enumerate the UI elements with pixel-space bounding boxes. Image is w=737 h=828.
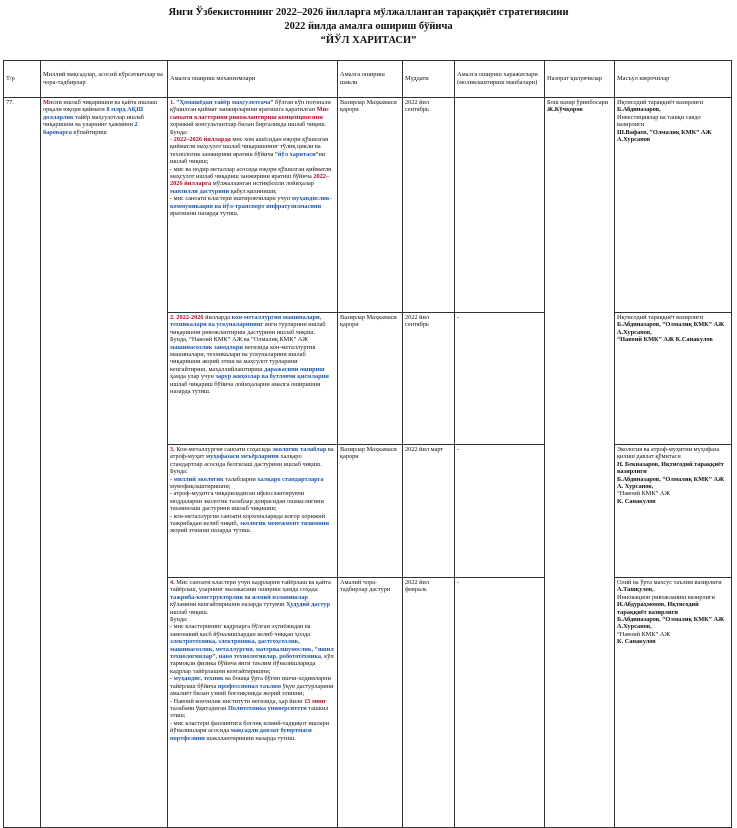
text: - мис саноати кластери иштирокчилари учун (170, 195, 292, 203)
text: ташкил этиш; (170, 704, 329, 720)
highlight: муҳандис, техник (173, 675, 224, 683)
highlight: муҳофазаси меъёрларини (205, 453, 279, 461)
highlight: Ҳудудий дастур (286, 601, 331, 609)
goal-lead-letter: М (43, 99, 49, 106)
text: Иқтисодий тараққиёт вазирлиги (617, 314, 704, 321)
item-number: 1. (170, 99, 177, 106)
text: Олий ва ўрта махсус таълим вазирлиги (617, 579, 722, 586)
goal-text-1: исни ишлаб чиқаришни ва қайта ишлаш орқали юқори қиймати (43, 99, 158, 114)
text: ҳамда улар учун (170, 373, 216, 381)
deadline-cell-2: 2022 йил сентябрь (403, 313, 455, 445)
form-cell-1: Вазирлар Маҳкамаси қарори (338, 98, 403, 313)
highlight: экологик менежмент тизимини (239, 520, 329, 528)
text: И.Абдураҳмонов, Иқтисодий тараққиёт вазирлиги (617, 601, 699, 616)
col-header-mechanism: Амалга ошириш механизмлари (168, 61, 338, 98)
mechanism-cell-1 (168, 98, 338, 313)
highlight: илмий изланишлар (252, 593, 308, 601)
responsible-cell-4 (615, 578, 732, 828)
text: - (170, 475, 174, 483)
text: Инвестициялар ва ташқи савдо вазирлиги (617, 113, 701, 129)
control-cell (545, 98, 615, 828)
text: - кон-металлургия саноати корхоналарида илғор хорижий тажрибадан келиб чиқиб, (170, 512, 325, 528)
text: кўламини кенгайтиришни назарда тутувчи (170, 601, 286, 609)
text: Б.Абдиназаров, (617, 106, 661, 114)
text: ва атроф-муҳит (170, 446, 334, 461)
text: Инновацион ривожланиш вазирлиги (617, 593, 715, 601)
highlight: 2022–2026 йилларга (170, 173, 330, 188)
highlight: “Ҳомашёдан тайёр маҳсулотгача” (176, 99, 274, 106)
goal-highlight-1: 8 млрд АҚШ долларлик (43, 106, 144, 121)
text: - (170, 675, 174, 683)
text: йилларда (203, 314, 232, 321)
text: А.Хурсанов (617, 136, 651, 144)
header-line-2: 2022 йилда амалга ошириш бўйича (284, 21, 453, 32)
cost-cell-3: - (455, 445, 545, 578)
text: - мис кластерининг кадрларга бўлган эҳтиёжидан ва замонавий касб йўналишлардан келиб чиққан ҳолда (170, 623, 311, 638)
highlight: даражасини ошириш (264, 365, 325, 373)
text: Кон-металлургия саноати соҳасида (176, 446, 273, 453)
header-line-3: “ЙЎЛ ХАРИТАСИ” (320, 35, 417, 46)
col-header-num: Т/р (4, 61, 41, 98)
form-cell-2: Вазирлар Маҳкамаси қарори (338, 313, 403, 445)
text: Ш.Вафаев, “Олмалиқ КМК” АЖ (617, 128, 712, 136)
mechanism-cell-4 (168, 578, 338, 828)
table-header-row (4, 61, 732, 98)
responsible-cell-1 (615, 98, 732, 313)
text: ”ни ишлаб чиқиш; (170, 150, 326, 166)
highlight: миллий экологик (173, 475, 224, 483)
text: Б.Абдиназаров, “Олмалиқ КМК” АЖ А.Хурсанов, (617, 616, 725, 631)
text: Иқтисодий тараққиёт вазирлиги (617, 99, 704, 106)
text: “Навоий КМК” АЖ К.Санакулов (617, 336, 713, 344)
text: ва бошқа ўрта бўғин ишчи-ходимларни тайёрлаш бўйича (170, 675, 331, 690)
text: - мис кластери фаолиятига боғлиқ илмий-тадқиқот ишлари йўналишлари асосида (170, 719, 330, 735)
form-cell-4: Амалий чора-тадбирлар дастури (338, 578, 403, 828)
highlight: электротехника, электроника, дастгоҳсозлик, машинасозлик, металлургия, материалшунослик, “яшил технологиялар”, нано технологиялар, робототехника (170, 638, 334, 661)
text: талабларни (223, 475, 258, 483)
item-number: 2. (170, 314, 177, 321)
highlight: манзилли дастурини (170, 187, 230, 195)
text: К. Санакулов (617, 497, 656, 505)
text: ўқув дастурларини амалиёт билан узвий боғлиқликда жорий этишни; (170, 682, 334, 698)
highlight: кон-металлургия машиналари, техникалари ва ускуналарининг (170, 314, 322, 329)
col-header-cost: Амалга ошириш харажатлари (молиялаштириш манбалари) (455, 61, 545, 98)
text: жорий этишни назарда тутиш. (170, 527, 252, 535)
highlight: зарур жиҳозлар ва бутловчи қисмларни (215, 373, 329, 381)
highlight: мақсадли давлат буюртмаси портфелини (170, 727, 312, 742)
text: “Навоий КМК” АЖ (617, 490, 671, 498)
col-header-deadline: Муддати (403, 61, 455, 98)
text: Б.Абдиназаров, “Олмалиқ КМК” АЖ А.Хурсанов, (617, 321, 725, 336)
text: - атроф-муҳитга чиқариладиган ифлослантирувчи моддаларни экологик талаблар доирасидан ошмаслигини таъминлаш дастурини ишлаб чиқишни; (170, 490, 324, 513)
highlight: Мис саноати кластерини ривожлантириш концепциясини (170, 106, 329, 121)
deadline-cell-1: 2022 йил сентябрь (403, 98, 455, 313)
text: ва (243, 593, 253, 601)
highlight: 2022-2026 (176, 314, 204, 321)
text: Б.Абдиназаров, “Олмалиқ КМК” АЖ А. Хурсанов, (617, 475, 725, 491)
cost-cell-2: - (455, 313, 545, 445)
text: К. Санакулов (617, 638, 656, 646)
text: Н. Бекназаров, Иқтисодий тараққиёт вазирлиги (617, 460, 724, 476)
deadline-cell-4: 2022 йил февраль (403, 578, 455, 828)
col-header-responsible: Масъул ижрочилар (615, 61, 732, 98)
text: Экология ва атроф-муҳитни муҳофаза қилиш давлат қўмитаси (617, 446, 720, 461)
highlight: муҳандислик-коммуникация ва йўл-транспорт инфратузилмасини (170, 195, 332, 210)
responsible-cell-2 (615, 313, 732, 445)
control-title: Бош вазир ўринбосари (547, 99, 609, 106)
col-header-form: Амалга ошириш шакли (338, 61, 403, 98)
text: “Навоий КМК” АЖ (617, 630, 671, 638)
text: яратишни назарда тутиш. (170, 210, 239, 218)
text: ишлаб чиқиш. (170, 608, 209, 616)
text: , кўп тармоқли физика бўйича янги таълим йўналишларида кадрлар тайёрлашни кенгайтиришни; (170, 653, 334, 675)
text: Мис саноати кластери учун кадрларни тайёрлаш ва қайта тайёрлаш, уларнинг малакасини ошириш ҳамда соҳада (170, 579, 331, 594)
goal-text-3: кўпайтириш (71, 128, 107, 136)
text: мувофиқлаштиришни; (170, 483, 231, 491)
text: Бунда, “Навоий КМК” АЖ ва “Олмалиқ КМК” АЖ (170, 336, 309, 344)
text: бўлган кўп погонали қўшилган қиймат занжирларини яратишга қаратилган (170, 99, 331, 114)
text: Бунда: (170, 616, 188, 624)
highlight: 15 минг (304, 697, 327, 705)
text: мис хом ашёсидан юқори қўшилган қийматли маҳсулот ишлаб чиқаришнинг тўлиқ цикли ва технологик занжирини яратиш бўйича “ (170, 136, 329, 158)
text: қабул қилиниши; (229, 187, 277, 195)
mechanism-cell-2 (168, 313, 338, 445)
mechanism-cell-3 (168, 445, 338, 578)
text: негизида кон-металлургия машиналари, техникалари ва ускуналарини ишлаб чиқаришни жорий этиш ва маҳсулот турларини кенгайтириш, маҳаллийлаштириш (170, 343, 316, 373)
roadmap-table (3, 60, 732, 828)
highlight: экологик талаблар (272, 446, 327, 453)
highlight: тажриба-конструкторлик (170, 593, 244, 601)
highlight: профессионал таълим (217, 682, 282, 690)
header-line-1: Янги Ўзбекистоннинг 2022–2026 йилларга мўлжалланган тараққиёт стратегиясини (168, 7, 569, 18)
text: талабани ўқитадиган (170, 704, 229, 712)
cost-cell-4: - (455, 578, 545, 828)
form-cell-3: Вазирлар Маҳкамаси қарори (338, 445, 403, 578)
goal-cell (41, 98, 168, 828)
highlight: Политехника университети (228, 704, 307, 712)
highlight: - 2022–2026 йилларда (170, 136, 231, 144)
col-header-goals: Миллий мақсадлар, асосий кўрсаткичлар ва чора-тадбирлар (41, 61, 168, 98)
col-header-control: Назорат қилувчилар (545, 61, 615, 98)
document-header (0, 0, 737, 48)
text: мўлжалланган истиқболли лойиҳалар (211, 180, 314, 188)
text: янги турларини ишлаб чиқаришни ривожлантириш дастурини ишлаб чиқиш. (170, 321, 326, 336)
text: ишлаб чиқариш бўйича лойиҳаларни амалга оширишни назарда тутиш. (170, 380, 321, 396)
highlight: йўл харитаси (277, 150, 316, 158)
text: - Навоий кончилик институти негизида, ҳар йили (170, 697, 305, 705)
goal-highlight-2: 2 бароварга (43, 121, 138, 136)
text: - мис ва нодир металлар асосида юқори қўшилган қийматли маҳсулот ишлаб чиқариш занжирини яратиш бўйича (170, 165, 332, 181)
text: шакллантиришни назарда тутиш. (204, 734, 296, 742)
cost-cell-1 (455, 98, 545, 313)
row-number: 77. (4, 98, 41, 828)
text: хорижий консультантлар билан биргаликда ишлаб чиқиш. (170, 121, 327, 129)
deadline-cell-3: 2022 йил март (403, 445, 455, 578)
text: халқаро стандартлар асосида белгилаш дастурини ишлаб чиқиш. Бунда: (170, 453, 322, 476)
item-number: 3. (170, 446, 177, 453)
highlight: машинасозлик заводлари (170, 343, 243, 351)
goal-text-2: тайёр маҳсулотлар ишлаб чиқаришни ва уларнинг ҳажмини (43, 113, 144, 129)
item-number: 4. (170, 579, 177, 586)
text: Бунда: (170, 128, 188, 136)
responsible-cell-3 (615, 445, 732, 578)
control-name: Ж.Кўчқоров (547, 106, 583, 114)
text: А.Ташқулов, (617, 586, 654, 594)
highlight: халқаро стандартларга (257, 475, 324, 483)
table-row (4, 98, 732, 313)
